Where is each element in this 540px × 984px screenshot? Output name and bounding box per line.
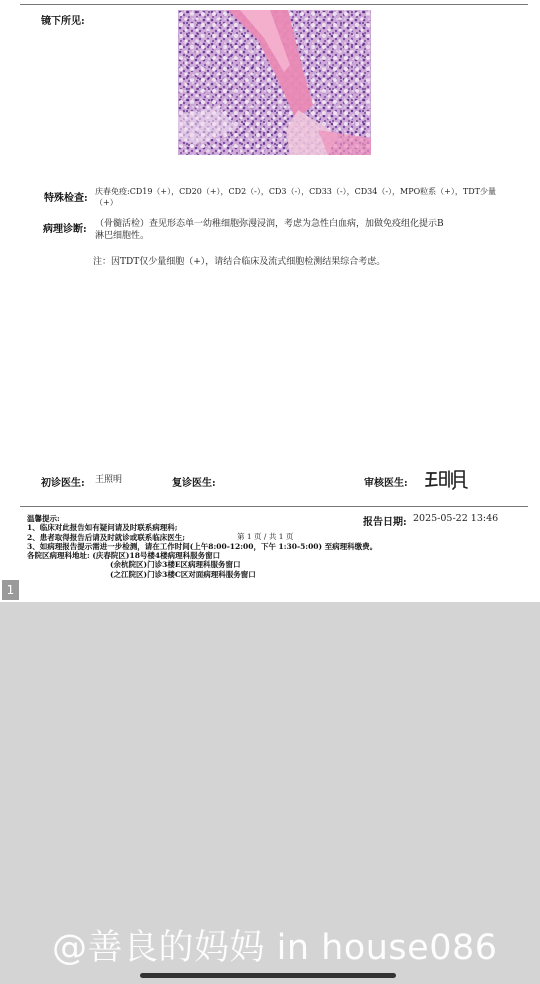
- diagnosis-label: 病理诊断:: [43, 224, 87, 235]
- page-number-badge[interactable]: 1: [2, 580, 19, 600]
- report-date-value: 2025-05-22 13:46: [413, 513, 499, 524]
- page-info: 第 1 页 / 共 1 页: [237, 532, 294, 541]
- special-exam-text: 庆春免疫:CD19（+），CD20（+），CD2（-），CD3（-），CD33（-），CD34（-），MPO粒系（+），TDT少量: [95, 187, 496, 196]
- special-exam-label: 特殊检查:: [44, 193, 88, 204]
- top-divider: [20, 4, 528, 5]
- review-doctor-label: 复诊医生:: [172, 478, 216, 489]
- microscope-image: [178, 10, 371, 155]
- watermark-text: @善良的妈妈 in house086: [52, 928, 498, 968]
- address-line: (之江院区)门诊3楼C区对面病理科服务窗口: [110, 569, 256, 579]
- diagnosis-note: 注：因TDT仅少量细胞（+），请结合临床及流式细胞检测结果综合考虑。: [93, 257, 386, 267]
- tips-section: [27, 514, 377, 579]
- address-line: (余杭院区)门诊3楼E区病理科服务窗口: [110, 560, 241, 570]
- initial-doctor-label: 初诊医生:: [41, 478, 85, 489]
- tips-item: 2、患者取得报告后请及时就诊或联系临床医生;: [27, 532, 185, 542]
- tips-item: 3、如病理报告提示需进一步检测，请在工作时间(上午8:00-12:00，下午 1:30-5:00) 至病理科缴费。: [27, 541, 378, 551]
- initial-doctor-name: 王照明: [95, 475, 123, 485]
- tips-item: 1、临床对此报告如有疑问请及时联系病理科;: [27, 523, 178, 533]
- audit-doctor-signature: [425, 468, 469, 490]
- home-indicator[interactable]: [140, 973, 396, 978]
- address-line: 各院区病理科地址: (庆春院区)18号楼4楼病理科服务窗口: [27, 551, 221, 561]
- microscope-label: 镜下所见:: [41, 16, 85, 27]
- diagnosis-text: （骨髓活检）查见形态单一幼稚细胞弥漫浸润，考虑为急性白血病，加做免疫组化提示B: [95, 219, 444, 229]
- footer-divider: [20, 506, 528, 507]
- tips-title: 温馨提示:: [27, 514, 60, 523]
- report-date-label: 报告日期:: [363, 517, 407, 528]
- diagnosis-text-continued: 淋巴细胞性。: [95, 231, 150, 241]
- audit-doctor-label: 审核医生:: [364, 478, 408, 489]
- special-exam-text-continued: （+）: [95, 198, 118, 207]
